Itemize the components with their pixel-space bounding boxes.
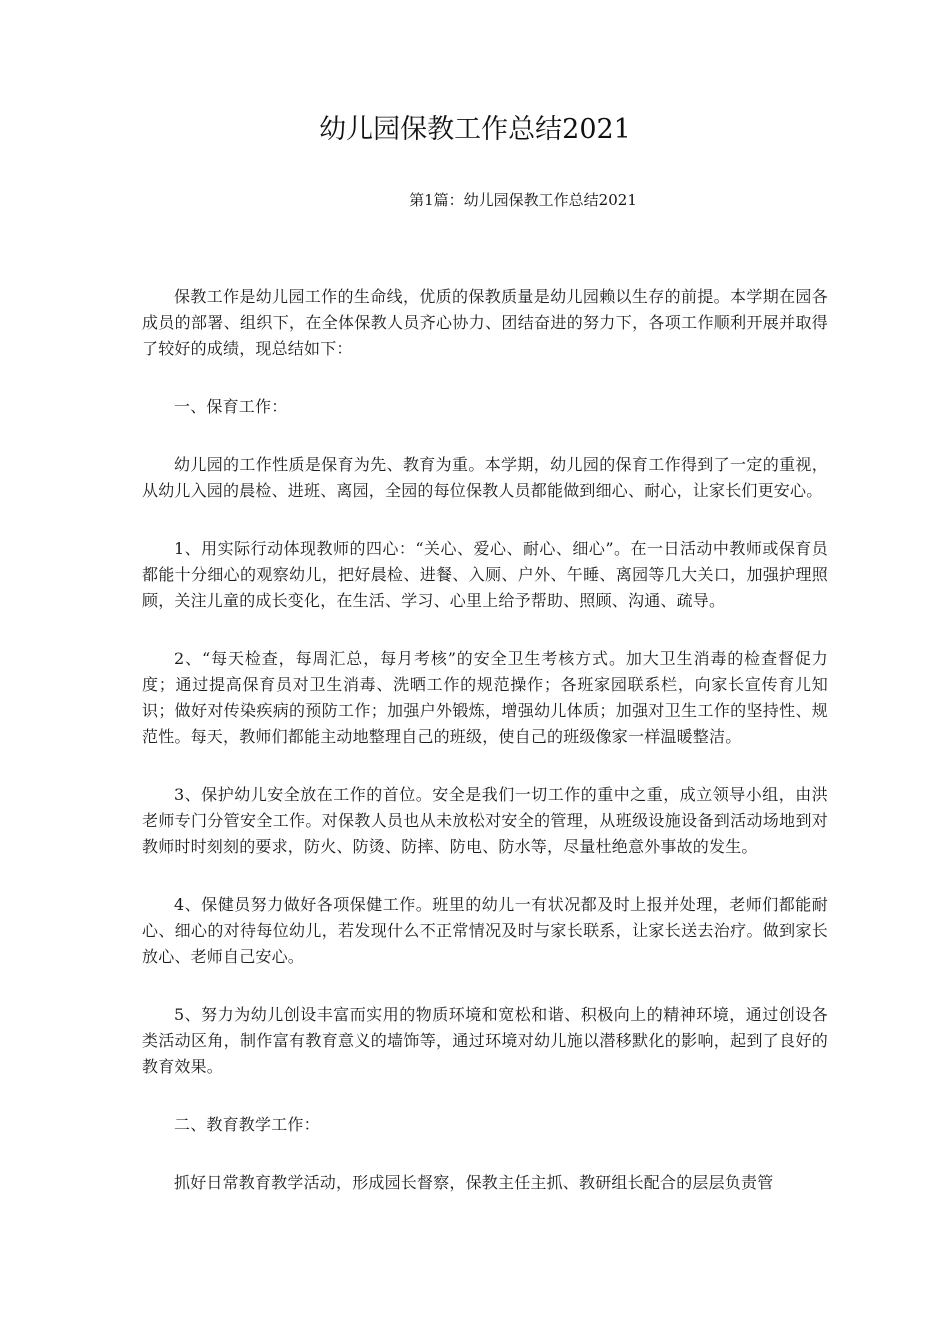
paragraph-care-overview: 幼儿园的工作性质是保育为先、教育为重。本学期，幼儿园的保育工作得到了一定的重视，从幼儿入园的晨检、进班、离园，全园的每位保教人员都能做到细心、耐心，让家长们更安心。: [142, 455, 828, 500]
paragraph-care-item-1: 1、用实际行动体现教师的四心：“关心、爱心、耐心、细心”。在一日活动中教师或保育员都能十分细心的观察幼儿，把好晨检、进餐、入厕、户外、午睡、离园等几大关口，加强护理照顾，关注儿童的成长变化，在生活、学习、心里上给予帮助、照顾、沟通、疏导。: [142, 539, 828, 610]
section-heading-teaching: 二、教育教学工作：: [174, 1115, 320, 1134]
paragraph-teaching-overview: 抓好日常教育教学活动，形成园长督察，保教主任主抓、教研组长配合的层层负责管: [174, 1173, 774, 1192]
section-heading-care: 一、保育工作：: [174, 397, 288, 416]
paragraph-care-item-2: 2、“每天检查，每周汇总，每月考核”的安全卫生考核方式。加大卫生消毒的检查督促力度；通过提高保育员对卫生消毒、洗晒工作的规范操作；各班家园联系栏，向家长宣传育儿知识；做好对传染疾病的预防工作；加强户外锻炼，增强幼儿体质；加强对卫生工作的坚持性、规范性。每天，教师们都能主动地整理自己的班级，使自己的班级像家一样温暖整洁。: [142, 649, 828, 746]
document-subtitle: 第1篇：幼儿园保教工作总结2021: [409, 191, 637, 209]
document-body: [142, 284, 828, 1228]
document-title: 幼儿园保教工作总结2021: [319, 114, 631, 145]
paragraph-intro: 保教工作是幼儿园工作的生命线，优质的保教质量是幼儿园赖以生存的前提。本学期在园各成员的部署、组织下，在全体保教人员齐心协力、团结奋进的努力下，各项工作顺利开展并取得了较好的成绩，现总结如下：: [142, 287, 828, 358]
paragraph-care-item-4: 4、保健员努力做好各项保健工作。班里的幼儿一有状况都及时上报并处理，老师们都能耐心、细心的对待每位幼儿，若发现什么不正常情况及时与家长联系，让家长送去治疗。做到家长放心、老师自己安心。: [142, 895, 828, 966]
paragraph-care-item-5: 5、努力为幼儿创设丰富而实用的物质环境和宽松和谐、积极向上的精神环境，通过创设各类活动区角，制作富有教育意义的墙饰等，通过环境对幼儿施以潜移默化的影响，起到了良好的教育效果。: [142, 1005, 828, 1076]
paragraph-care-item-3: 3、保护幼儿安全放在工作的首位。安全是我们一切工作的重中之重，成立领导小组，由洪老师专门分管安全工作。对保教人员也从未放松对安全的管理，从班级设施设备到活动场地到对教师时时刻刻的要求，防火、防烫、防摔、防电、防水等，尽量杜绝意外事故的发生。: [142, 785, 828, 856]
